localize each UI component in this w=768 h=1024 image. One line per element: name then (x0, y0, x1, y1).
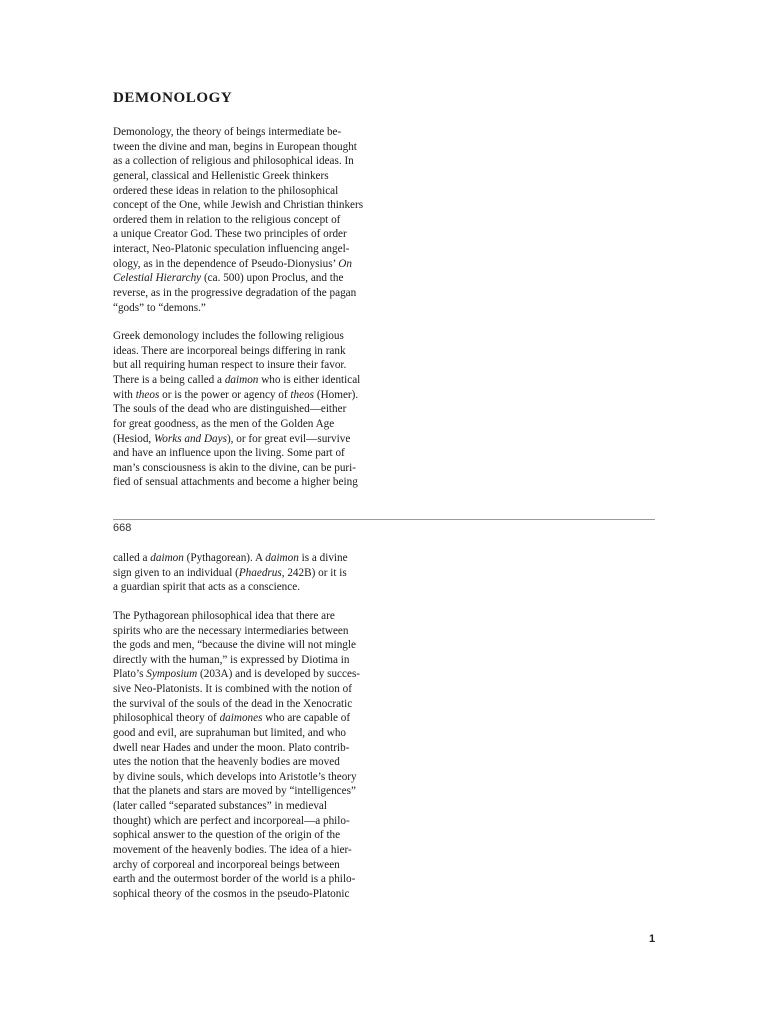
text-line (113, 257, 398, 272)
text-line (113, 329, 398, 344)
text-run: (later called “separated substances” in medieval (113, 800, 328, 812)
text-run: man’s consciousness is akin to the divine, can be puri- (113, 461, 356, 474)
text-run: interact, Neo-Platonic speculation influencing angel- (113, 243, 350, 255)
text-line (113, 697, 398, 712)
text-line (113, 843, 398, 858)
text-line (113, 726, 398, 741)
text-run: ordered these ideas in relation to the philosophical (113, 184, 339, 197)
paragraph-greek-demonology (113, 329, 398, 490)
text-run: a guardian spirit that acts as a conscience. (113, 581, 301, 594)
italic-term: daimon (150, 552, 184, 564)
text-run: the survival of the souls of the dead in the Xenocratic (113, 697, 353, 710)
page-number: 668 (113, 522, 132, 534)
text-run: sign given to an individual ( (113, 566, 239, 579)
text-run: but all requiring human respect to insure their favor. (113, 359, 347, 372)
text-run: who is either identical (258, 374, 361, 386)
text-line (113, 198, 398, 213)
text-line (113, 755, 398, 770)
text-run: directly with the human,” is expressed by Diotima in (113, 653, 350, 666)
text-run: (Hesiod, (113, 432, 155, 445)
text-run: thought) which are perfect and incorporeal—a philo- (113, 814, 350, 827)
paragraph-intro (113, 125, 398, 315)
text-line (113, 402, 398, 417)
page-indicator: 1 (649, 933, 656, 945)
text-run: (ca. 500) upon Proclus, and the (201, 272, 344, 285)
text-run: ideas. There are incorporeal beings differing in rank (113, 344, 346, 357)
text-line (113, 711, 398, 726)
text-run: called a (113, 552, 151, 564)
text-run: or is the power or agency of (159, 388, 291, 401)
text-run: There is a being called a (113, 374, 225, 386)
text-line (113, 301, 398, 316)
text-line (113, 140, 398, 155)
text-run: reverse, as in the progressive degradation of the pagan (113, 286, 357, 299)
top-text-column (113, 125, 398, 490)
italic-term: daimon (265, 552, 299, 564)
text-run: The souls of the dead who are distinguished—either (113, 403, 347, 416)
text-run: as a collection of religious and philosophical ideas. In (113, 155, 354, 168)
text-line (113, 344, 398, 359)
italic-term: On (338, 257, 352, 270)
text-run: earth and the outermost border of the world is a philo- (113, 873, 356, 886)
text-line (113, 667, 398, 682)
text-run: general, classical and Hellenistic Greek thinkers (113, 169, 329, 182)
text-line (113, 741, 398, 756)
text-line (113, 388, 398, 403)
text-run: is a divine (298, 552, 348, 564)
text-run: The Pythagorean philosophical idea that there are (113, 609, 335, 622)
text-line (113, 784, 398, 799)
text-run: dwell near Hades and under the moon. Plato contrib- (113, 741, 350, 754)
text-line (113, 358, 398, 373)
text-run: (Homer). (314, 388, 359, 401)
text-line (113, 461, 398, 476)
text-line (113, 213, 398, 228)
text-run: with (113, 388, 136, 401)
text-line (113, 432, 398, 447)
text-line (113, 814, 398, 829)
text-run: , 242B) or it is (281, 566, 347, 579)
text-run: sive Neo-Platonists. It is combined with the notion of (113, 683, 352, 695)
text-run: a unique Creator God. These two principles of order (113, 228, 347, 241)
text-run: sophical theory of the cosmos in the pseudo-Platonic (113, 887, 350, 900)
text-run: movement of the heavenly bodies. The idea of a hier- (113, 843, 352, 856)
text-line (113, 653, 398, 668)
text-run: concept of the One, while Jewish and Christian thinkers (113, 199, 364, 212)
text-run: (Pythagorean). A (183, 552, 266, 564)
text-line (113, 227, 398, 242)
text-run: (203A) and is developed by succes- (197, 668, 361, 681)
text-line (113, 417, 398, 432)
text-line (113, 154, 398, 169)
text-line (113, 566, 398, 581)
italic-term: Works and Days (154, 432, 227, 445)
text-line (113, 475, 398, 490)
text-run: ), or for great evil—survive (226, 432, 351, 445)
text-line (113, 373, 398, 388)
text-run: by divine souls, which develops into Aristotle’s theory (113, 770, 357, 783)
text-run: spirits who are the necessary intermediaries between (113, 624, 349, 637)
italic-term: Celestial Hierarchy (113, 272, 202, 285)
text-run: tween the divine and man, begins in European thought (113, 140, 357, 153)
text-line (113, 169, 398, 184)
text-line (113, 872, 398, 887)
text-line (113, 125, 398, 140)
text-run: “gods” to “demons.” (113, 301, 206, 314)
text-run: Plato’s (113, 668, 147, 681)
italic-term: daimon (224, 374, 259, 386)
text-line (113, 638, 398, 653)
text-line (113, 609, 398, 624)
text-run: Demonology, the theory of beings intermediate be- (113, 126, 342, 138)
page-divider (113, 519, 655, 520)
text-run: Greek demonology includes the following religious (113, 330, 344, 343)
italic-term: theos (290, 388, 315, 401)
text-run: ology, as in the dependence of Pseudo-Dionysius’ (113, 257, 339, 270)
paragraph-daimon-sign (113, 551, 398, 595)
text-run: archy of corporeal and incorporeal beings between (113, 858, 340, 871)
italic-term: Symposium (146, 668, 198, 681)
text-run: and have an influence upon the living. Some part of (113, 447, 345, 460)
text-run: utes the notion that the heavenly bodies are moved (113, 756, 340, 769)
text-line (113, 887, 398, 902)
text-line (113, 242, 398, 257)
text-line (113, 551, 398, 566)
text-line (113, 770, 398, 785)
text-line (113, 271, 398, 286)
italic-term: Phaedrus (238, 566, 282, 579)
text-run: ordered them in relation to the religious concept of (113, 213, 341, 226)
text-line (113, 624, 398, 639)
text-line (113, 580, 398, 595)
italic-term: daimones (219, 712, 263, 725)
text-run: philosophical theory of (113, 712, 220, 725)
text-run: fied of sensual attachments and become a higher being (113, 476, 358, 489)
article-title: DEMONOLOGY (113, 90, 233, 106)
text-run: the gods and men, “because the divine will not mingle (113, 639, 356, 652)
text-line (113, 286, 398, 301)
text-line (113, 184, 398, 199)
text-line (113, 446, 398, 461)
bottom-text-column (113, 551, 398, 901)
text-run: that the planets and stars are moved by “intelligences” (113, 785, 356, 798)
italic-term: theos (135, 388, 160, 401)
text-run: good and evil, are suprahuman but limited, and who (113, 726, 347, 739)
paragraph-pythagorean (113, 609, 398, 902)
text-run: who are capable of (262, 712, 351, 725)
text-line (113, 858, 398, 873)
text-line (113, 682, 398, 697)
text-run: for great goodness, as the men of the Golden Age (113, 417, 335, 430)
text-line (113, 828, 398, 843)
text-line (113, 799, 398, 814)
text-run: sophical answer to the question of the origin of the (113, 829, 341, 842)
